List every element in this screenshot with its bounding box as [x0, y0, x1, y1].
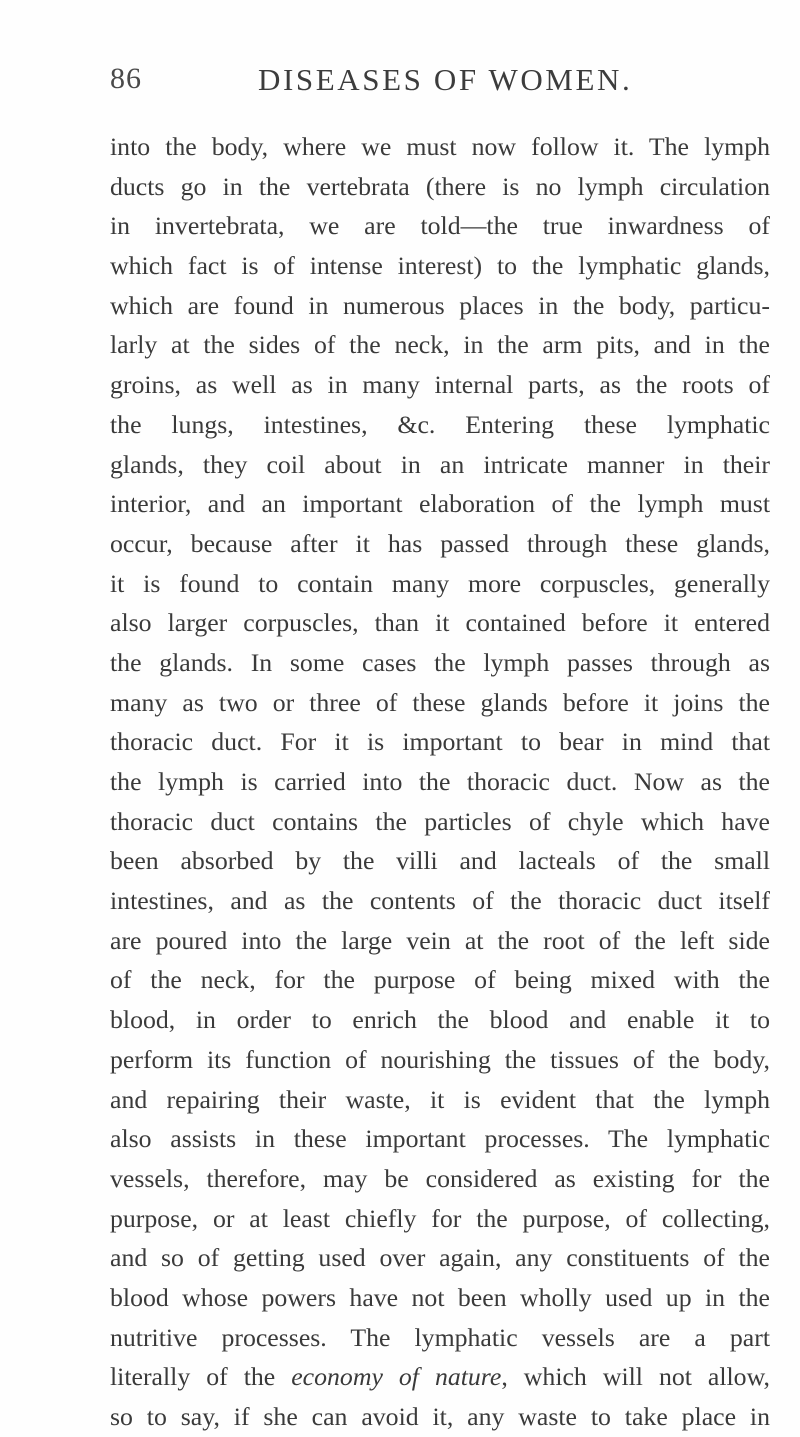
text-line: glands, they coil about in an intricate manner in their — [110, 449, 770, 479]
text-line: many as two or three of these glands before it joins the — [110, 687, 770, 717]
text-line: larly at the sides of the neck, in the arm pits, and in the — [110, 330, 770, 360]
text-line: purpose, or at least chiefly for the purpose, of collecting, — [110, 1203, 770, 1233]
text-line: been absorbed by the villi and lacteals of the small — [110, 846, 770, 876]
text-line: nutritive processes. The lymphatic vessels are a part — [110, 1322, 770, 1352]
text-line: which are found in numerous places in the body, particu- — [110, 290, 770, 320]
text-line: blood, in order to enrich the blood and enable it to — [110, 1005, 770, 1035]
text-line: into the body, where we must now follow it. The lymph — [110, 132, 770, 161]
text-line-with-italic — [110, 1357, 770, 1397]
text-segment: literally of the — [110, 1362, 292, 1392]
text-line: intestines, and as the contents of the thoracic duct itself — [110, 886, 770, 916]
body-paragraph — [110, 127, 770, 1437]
text-line: the lymph is carried into the thoracic duct. Now as the — [110, 767, 770, 796]
text-line: it is found to contain many more corpuscles, generally — [110, 568, 770, 598]
text-line: ducts go in the vertebrata (there is no lymph circulation — [110, 171, 770, 201]
text-segment: , which will not allow, — [501, 1362, 770, 1392]
page-header — [110, 62, 770, 106]
page-number: 86 — [110, 62, 142, 95]
text-line: and so of getting used over again, any constituents of the — [110, 1243, 770, 1273]
italic-phrase: economy of nature — [291, 1362, 502, 1392]
text-line: which fact is of intense interest) to the lymphatic glands, — [110, 251, 770, 281]
text-line: thoracic duct contains the particles of chyle which have — [110, 806, 770, 836]
text-line: vessels, therefore, may be considered as existing for the — [110, 1163, 770, 1193]
text-line: of the neck, for the purpose of being mixed with the — [110, 965, 770, 995]
text-line: thoracic duct. For it is important to bear in mind that — [110, 727, 770, 757]
text-line: groins, as well as in many internal parts, as the roots of — [110, 370, 770, 400]
text-line: and repairing their waste, it is evident that the lymph — [110, 1084, 770, 1114]
text-line: interior, and an important elaboration of the lymph must — [110, 489, 770, 519]
text-line: also larger corpuscles, than it contained before it entered — [110, 608, 770, 638]
text-line: so to say, if she can avoid it, any waste to take place in — [110, 1402, 770, 1431]
text-line: the lungs, intestines, &c. Entering these lymphatic — [110, 409, 770, 439]
text-line: blood whose powers have not been wholly used up in the — [110, 1282, 770, 1312]
text-line: the glands. In some cases the lymph passes through as — [110, 647, 770, 677]
running-title: DISEASES OF WOMEN. — [258, 62, 633, 97]
text-line: are poured into the large vein at the root of the left side — [110, 925, 770, 955]
text-line: also assists in these important processes. The lymphatic — [110, 1124, 770, 1154]
text-line: in invertebrata, we are told—the true inwardness of — [110, 211, 770, 241]
text-line: occur, because after it has passed through these glands, — [110, 528, 770, 558]
text-line: perform its function of nourishing the tissues of the body, — [110, 1044, 770, 1074]
